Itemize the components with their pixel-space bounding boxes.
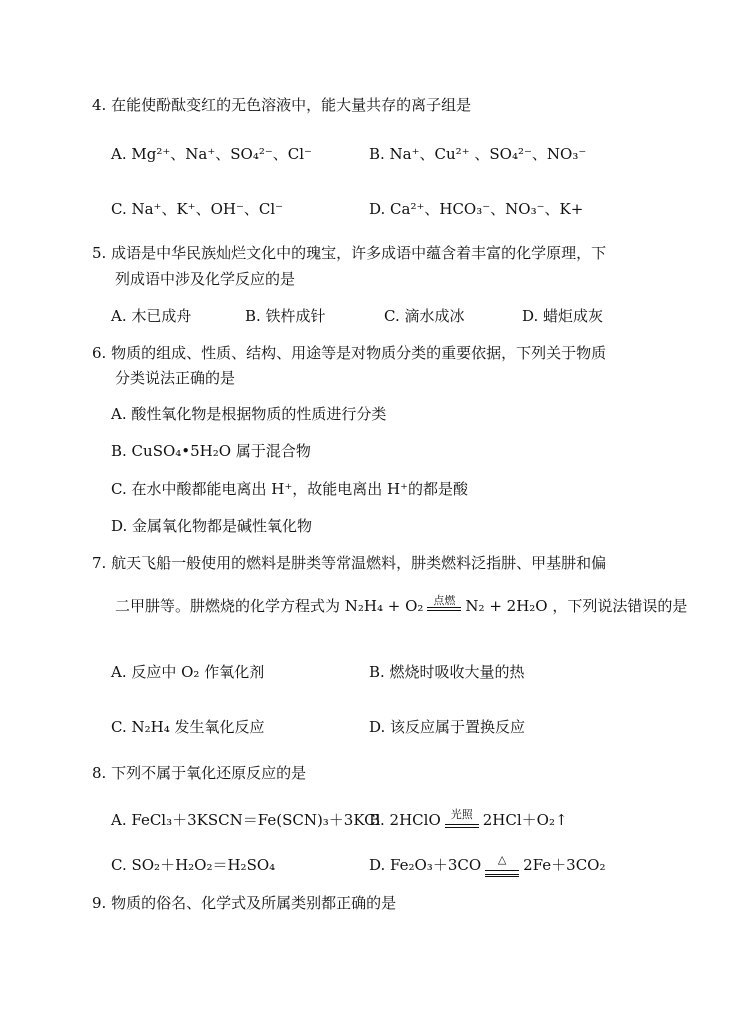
q9-stem: 9. 物质的俗名、化学式及所属类别都正确的是 [92,894,397,912]
q5-stem-line2: 列成语中涉及化学反应的是 [115,270,296,288]
q7-option-b[interactable]: B. 燃烧时吸收大量的热 [369,663,525,681]
q8-d-products: 2Fe＋3CO₂ [523,856,606,874]
q6-option-a[interactable]: A. 酸性氧化物是根据物质的性质进行分类 [111,405,387,423]
q7-stem-line1: 7. 航天飞船一般使用的燃料是肼类等常温燃料，肼类燃料泛指肼、甲基肼和偏 [92,554,607,572]
q8-option-a[interactable]: A. FeCl₃＋3KSCN＝Fe(SCN)₃＋3KCl [111,811,381,829]
q7-option-a[interactable]: A. 反应中 O₂ 作氧化剂 [111,663,265,681]
reaction-condition: △ [497,853,507,866]
q8-b-reactant: B. 2HClO [369,811,441,829]
q7-option-d[interactable]: D. 该反应属于置换反应 [369,718,526,736]
q8-option-b[interactable] [369,810,568,831]
q5-option-a[interactable]: A. 木已成舟 [111,307,192,325]
q4-option-b[interactable]: B. Na⁺、Cu²⁺ 、SO₄²⁻、NO₃⁻ [369,145,587,163]
q4-stem: 4. 在能使酚酞变红的无色溶液中，能大量共存的离子组是 [92,96,472,114]
q7-stem-line2 [115,596,687,617]
q8-b-products: 2HCl＋O₂↑ [482,811,568,829]
q5-option-d[interactable]: D. 蜡炬成灰 [522,307,604,325]
q6-stem-line1: 6. 物质的组成、性质、结构、用途等是对物质分类的重要依据，下列关于物质 [92,344,607,362]
reaction-arrow [427,594,461,617]
q5-option-b[interactable]: B. 铁杵成针 [245,307,326,325]
reaction-condition: 点燃 [433,594,456,607]
q8-d-reactants: D. Fe₂O₃＋3CO [369,856,482,874]
q7-option-c[interactable]: C. N₂H₄ 发生氧化反应 [111,718,265,736]
q8-stem: 8. 下列不属于氧化还原反应的是 [92,764,307,782]
q6-stem-line2: 分类说法正确的是 [115,369,236,387]
q7-equation-products: N₂ + 2H₂O ，下列说法错误的是 [465,597,688,615]
q5-stem-line1: 5. 成语是中华民族灿烂文化中的瑰宝，许多成语中蕴含着丰富的化学原理，下 [92,244,607,262]
q4-option-d[interactable]: D. Ca²⁺、HCO₃⁻、NO₃⁻、K+ [369,200,584,218]
q8-option-d[interactable] [369,855,605,876]
q6-option-c[interactable]: C. 在水中酸都能电离出 H⁺，故能电离出 H⁺的都是酸 [111,480,469,498]
q6-option-d[interactable]: D. 金属氧化物都是碱性氧化物 [111,517,313,535]
reaction-condition: 光照 [450,808,473,821]
q4-option-a[interactable]: A. Mg²⁺、Na⁺、SO₄²⁻、Cl⁻ [111,145,312,163]
q6-option-b[interactable]: B. CuSO₄•5H₂O 属于混合物 [111,442,311,460]
q4-option-c[interactable]: C. Na⁺、K⁺、OH⁻、Cl⁻ [111,200,284,218]
q5-option-c[interactable]: C. 滴水成冰 [384,307,465,325]
reaction-arrow [485,853,519,876]
q8-option-c[interactable]: C. SO₂＋H₂O₂＝H₂SO₄ [111,856,276,874]
reaction-arrow [445,808,479,831]
q7-equation-reactants: 二甲肼等。肼燃烧的化学方程式为 N₂H₄ + O₂ [115,597,424,615]
